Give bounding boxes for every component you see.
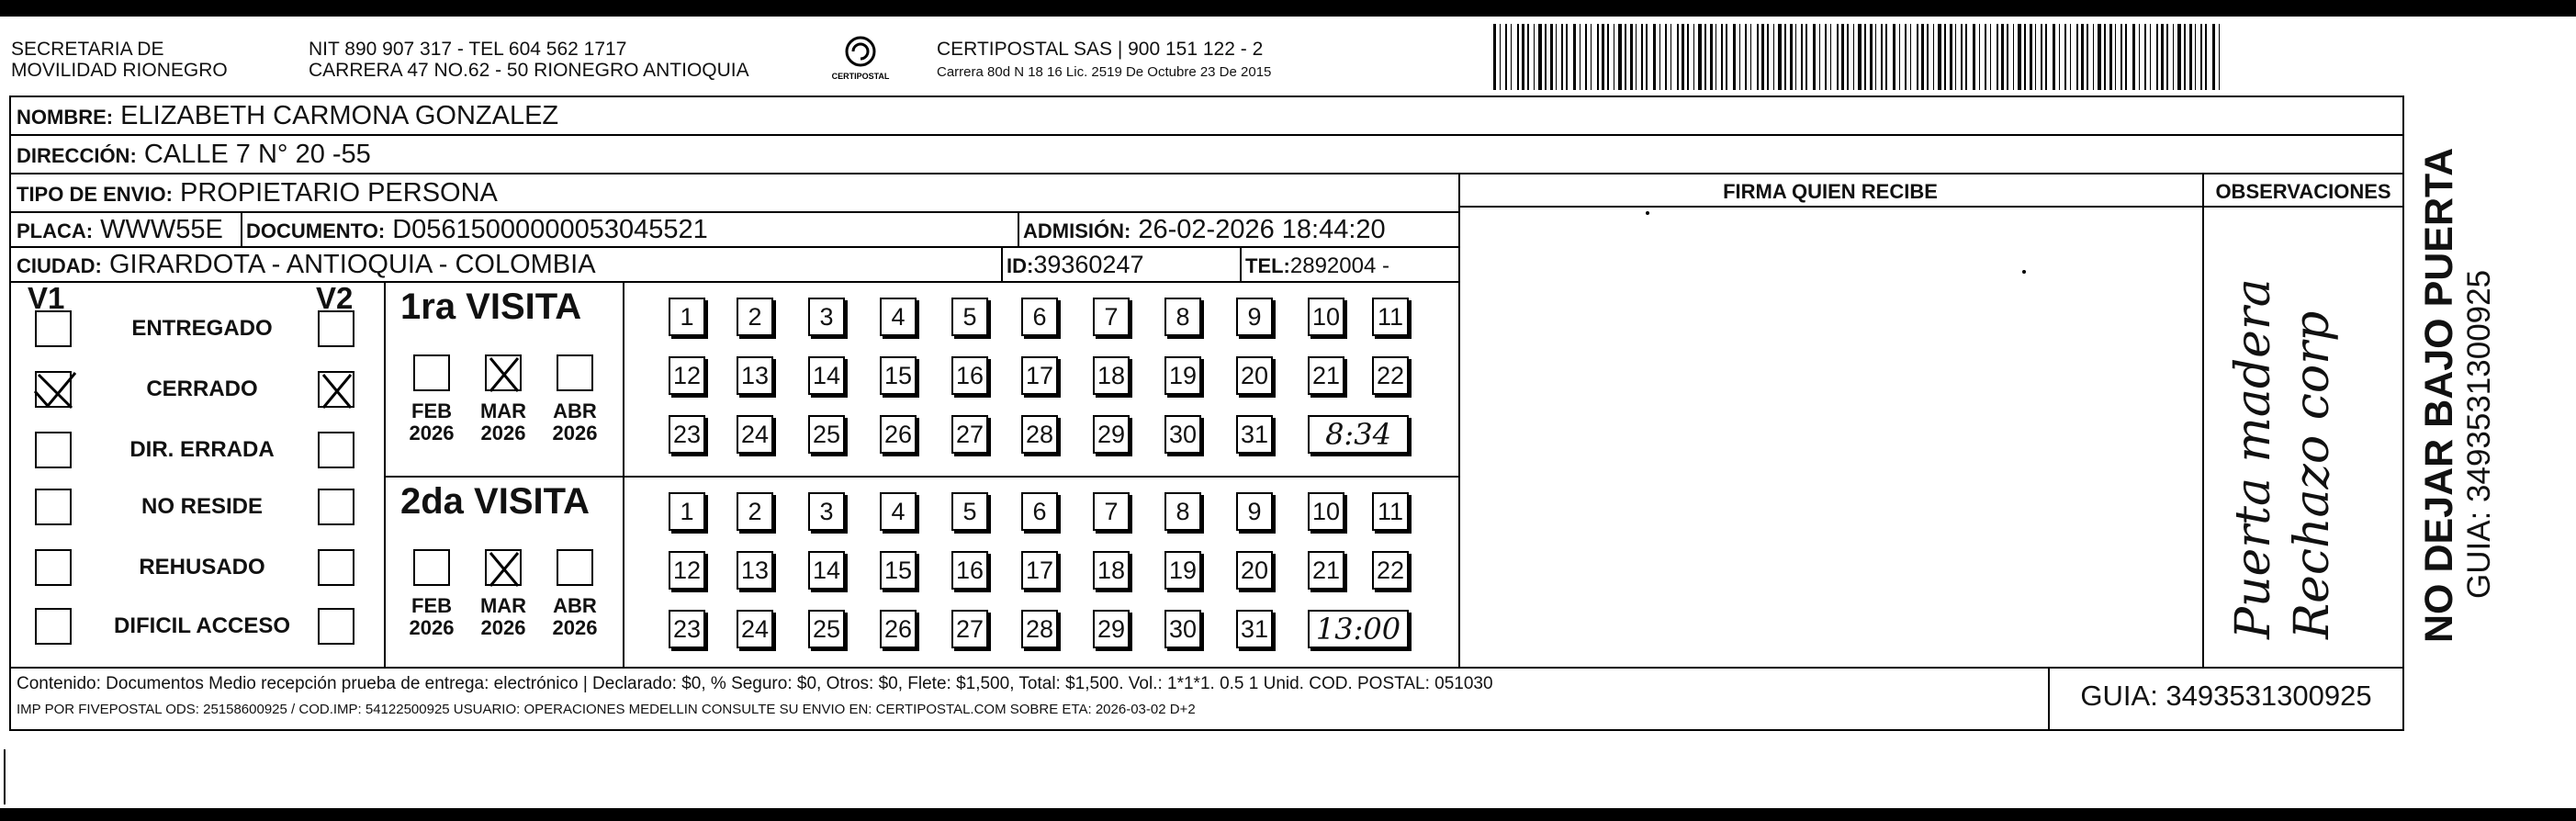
month-name: ABR	[553, 594, 597, 617]
day-cell[interactable]: 24	[737, 610, 773, 648]
day-cell[interactable]: 3	[808, 492, 845, 531]
observaciones-note-line2: Rechazo corp	[2285, 310, 2340, 639]
day-cell[interactable]: 14	[808, 551, 845, 590]
day-cell[interactable]: 1	[669, 298, 705, 336]
status-label: DIR. ERRADA	[129, 437, 275, 462]
visit-time: 13:00	[1315, 612, 1401, 647]
month-name: ABR	[553, 399, 597, 422]
day-cell[interactable]: 17	[1021, 356, 1058, 395]
month-year: 2026	[409, 422, 455, 444]
month-name: MAR	[479, 594, 527, 617]
day-cell[interactable]: 23	[669, 415, 705, 454]
no-dejar-warning: NO DEJAR BAJO PUERTA	[2417, 147, 2461, 643]
day-cell[interactable]: 13	[737, 356, 773, 395]
day-cell[interactable]: 25	[808, 610, 845, 648]
status-label: CERRADO	[146, 377, 258, 401]
v2-checkbox[interactable]	[318, 371, 354, 408]
nombre-field	[17, 101, 558, 132]
barcode-bars	[1493, 24, 2226, 90]
day-cell[interactable]: 15	[880, 356, 917, 395]
day-cell[interactable]: 30	[1164, 610, 1201, 648]
ink-dot	[1646, 211, 1649, 215]
month-checkbox[interactable]	[413, 354, 450, 391]
day-cell[interactable]: 9	[1236, 492, 1273, 531]
status-label: REHUSADO	[139, 555, 265, 579]
v1-checkbox[interactable]	[35, 608, 72, 645]
admision-field	[1023, 215, 1386, 246]
day-cell[interactable]: 8	[1164, 492, 1201, 531]
id-label: ID:	[1007, 254, 1034, 277]
documento-label: DOCUMENTO:	[246, 219, 386, 242]
day-cell[interactable]: 6	[1021, 492, 1058, 531]
observaciones-note-line1: Puerta madera	[2226, 278, 2281, 639]
day-cell[interactable]: 31	[1236, 415, 1273, 454]
tipo-label: TIPO DE ENVIO:	[17, 183, 173, 206]
day-cell[interactable]: 28	[1021, 610, 1058, 648]
nombre-value: ELIZABETH CARMONA GONZALEZ	[120, 101, 559, 130]
address-line: CARRERA 47 NO.62 - 50 RIONEGRO ANTIOQUIA	[309, 60, 749, 81]
placa-value: WWW55E	[100, 215, 223, 244]
day-cell[interactable]: 9	[1236, 298, 1273, 336]
courier-line2: Carrera 80d N 18 16 Lic. 2519 De Octubre 23 De 2015	[937, 64, 1272, 80]
day-cell[interactable]: 19	[1164, 551, 1201, 590]
bottom-border	[0, 808, 2576, 821]
tipo-value: PROPIETARIO PERSONA	[179, 178, 498, 208]
day-cell[interactable]: 10	[1308, 298, 1344, 336]
month-year: 2026	[552, 422, 598, 444]
day-cell[interactable]: 2	[737, 298, 773, 336]
month-name: MAR	[479, 399, 527, 422]
month-checkbox[interactable]	[485, 354, 522, 391]
day-cell[interactable]: 27	[951, 415, 988, 454]
day-cell[interactable]: 7	[1093, 492, 1130, 531]
day-cell[interactable]: 20	[1236, 551, 1273, 590]
day-cell[interactable]: 22	[1372, 551, 1409, 590]
day-cell[interactable]: 30	[1164, 415, 1201, 454]
v1-checkbox[interactable]	[35, 432, 72, 468]
documento-value: D05615000000053045521	[392, 215, 708, 244]
nit-line: NIT 890 907 317 - TEL 604 562 1717	[309, 39, 627, 60]
imp-line: IMP POR FIVEPOSTAL ODS: 25158600925 / COD.IMP: 54122500925 USUARIO: OPERACIONES MEDELLIN CONSULTE SU ENVIO EN: CERTIPOSTAL.COM SOBRE ETA: 2026-03-02 D+2	[17, 702, 1196, 717]
direccion-field	[17, 140, 371, 171]
status-label: NO RESIDE	[141, 494, 264, 519]
org-name-line2: MOVILIDAD RIONEGRO	[11, 60, 228, 81]
firma-label: FIRMA QUIEN RECIBE	[1723, 180, 1938, 203]
day-cell[interactable]: 16	[951, 551, 988, 590]
visit-time-box[interactable]	[1308, 415, 1409, 454]
day-cell[interactable]: 14	[808, 356, 845, 395]
direccion-value: CALLE 7 N° 20 -55	[143, 140, 371, 169]
tel-label: TEL:	[1245, 254, 1290, 277]
placa-field	[17, 215, 223, 246]
visit-title: 1ra VISITA	[400, 287, 582, 327]
barcode	[1493, 24, 2226, 90]
ciudad-label: CIUDAD:	[17, 254, 102, 277]
day-cell[interactable]: 5	[951, 298, 988, 336]
day-cell[interactable]: 6	[1021, 298, 1058, 336]
day-cell[interactable]: 18	[1093, 551, 1130, 590]
day-cell[interactable]: 7	[1093, 298, 1130, 336]
guia-box: GUIA: 3493531300925	[2080, 680, 2372, 712]
v1-checkbox[interactable]	[35, 310, 72, 347]
day-cell[interactable]: 25	[808, 415, 845, 454]
v1-checkbox[interactable]	[35, 549, 72, 586]
month-checkbox[interactable]	[413, 549, 450, 586]
month-year: 2026	[480, 616, 526, 639]
nombre-label: NOMBRE:	[17, 106, 114, 129]
day-cell[interactable]: 4	[880, 492, 917, 531]
day-cell[interactable]: 23	[669, 610, 705, 648]
day-cell[interactable]: 21	[1308, 551, 1344, 590]
logo-text: CERTIPOSTAL	[831, 72, 890, 81]
v1-label: V1	[28, 281, 65, 315]
day-cell[interactable]: 31	[1236, 610, 1273, 648]
day-cell[interactable]: 3	[808, 298, 845, 336]
ciudad-field	[17, 250, 596, 281]
day-cell[interactable]: 13	[737, 551, 773, 590]
day-cell[interactable]: 16	[951, 356, 988, 395]
month-year: 2026	[552, 616, 598, 639]
margin-line	[4, 749, 6, 804]
day-cell[interactable]: 10	[1308, 492, 1344, 531]
admision-value: 26-02-2026 18:44:20	[1138, 215, 1386, 244]
day-cell[interactable]: 27	[951, 610, 988, 648]
visit-title: 2da VISITA	[400, 481, 590, 522]
day-cell[interactable]: 4	[880, 298, 917, 336]
day-cell[interactable]: 15	[880, 551, 917, 590]
day-cell[interactable]: 11	[1372, 298, 1409, 336]
month-checkbox[interactable]	[557, 549, 593, 586]
day-cell[interactable]: 12	[669, 551, 705, 590]
day-cell[interactable]: 17	[1021, 551, 1058, 590]
v1-checkbox[interactable]	[35, 371, 72, 408]
day-cell[interactable]: 5	[951, 492, 988, 531]
day-cell[interactable]: 26	[880, 415, 917, 454]
side-guia: GUIA: 3493531300925	[2461, 269, 2497, 599]
visit-time: 8:34	[1325, 417, 1391, 452]
day-cell[interactable]: 1	[669, 492, 705, 531]
month-checkbox[interactable]	[485, 549, 522, 586]
status-label: ENTREGADO	[131, 316, 273, 341]
v2-label: V2	[316, 281, 354, 315]
v1-checkbox[interactable]	[35, 489, 72, 525]
ciudad-value: GIRARDOTA - ANTIOQUIA - COLOMBIA	[108, 250, 596, 279]
day-cell[interactable]: 18	[1093, 356, 1130, 395]
day-cell[interactable]: 19	[1164, 356, 1201, 395]
day-cell[interactable]: 29	[1093, 610, 1130, 648]
status-label: DIFICIL ACCESO	[113, 613, 290, 638]
v2-checkbox[interactable]	[318, 310, 354, 347]
day-cell[interactable]: 21	[1308, 356, 1344, 395]
id-field	[1007, 250, 1143, 281]
month-name: FEB	[411, 594, 452, 617]
tipo-envio-field	[17, 178, 498, 209]
day-cell[interactable]: 20	[1236, 356, 1273, 395]
admision-label: ADMISIÓN:	[1023, 219, 1131, 242]
v2-checkbox[interactable]	[318, 549, 354, 586]
day-cell[interactable]: 24	[737, 415, 773, 454]
ink-dot	[2022, 270, 2026, 274]
placa-label: PLACA:	[17, 219, 94, 242]
top-border	[0, 0, 2576, 17]
day-cell[interactable]: 8	[1164, 298, 1201, 336]
month-year: 2026	[480, 422, 526, 444]
v2-checkbox[interactable]	[318, 432, 354, 468]
visit-time-box[interactable]	[1308, 610, 1409, 648]
month-name: FEB	[411, 399, 452, 422]
courier-line1: CERTIPOSTAL SAS | 900 151 122 - 2	[937, 39, 1264, 60]
day-cell[interactable]: 12	[669, 356, 705, 395]
observaciones-label: OBSERVACIONES	[2215, 180, 2391, 203]
day-cell[interactable]: 2	[737, 492, 773, 531]
month-year: 2026	[409, 616, 455, 639]
org-name-line1: SECRETARIA DE	[11, 39, 164, 60]
month-checkbox[interactable]	[557, 354, 593, 391]
tel-value: 2892004 -	[1289, 253, 1389, 278]
tel-field	[1245, 252, 1389, 281]
day-cell[interactable]: 11	[1372, 492, 1409, 531]
day-cell[interactable]: 28	[1021, 415, 1058, 454]
day-cell[interactable]: 22	[1372, 356, 1409, 395]
direccion-label: DIRECCIÓN:	[17, 144, 137, 167]
v2-checkbox[interactable]	[318, 608, 354, 645]
id-value: 39360247	[1033, 251, 1144, 278]
day-cell[interactable]: 29	[1093, 415, 1130, 454]
day-cell[interactable]: 26	[880, 610, 917, 648]
delivery-form	[9, 96, 2404, 731]
documento-field	[246, 215, 708, 246]
certipostal-logo	[828, 35, 893, 83]
v2-checkbox[interactable]	[318, 489, 354, 525]
contenido-line: Contenido: Documentos Medio recepción prueba de entrega: electrónico | Declarado: $0, % Seguro: $0, Otros: $0, Flete: $1,500, Total: $1,500. Vol.: 1*1*1. 0.5 1 Unid. COD. POSTAL: 051030	[17, 674, 1493, 693]
